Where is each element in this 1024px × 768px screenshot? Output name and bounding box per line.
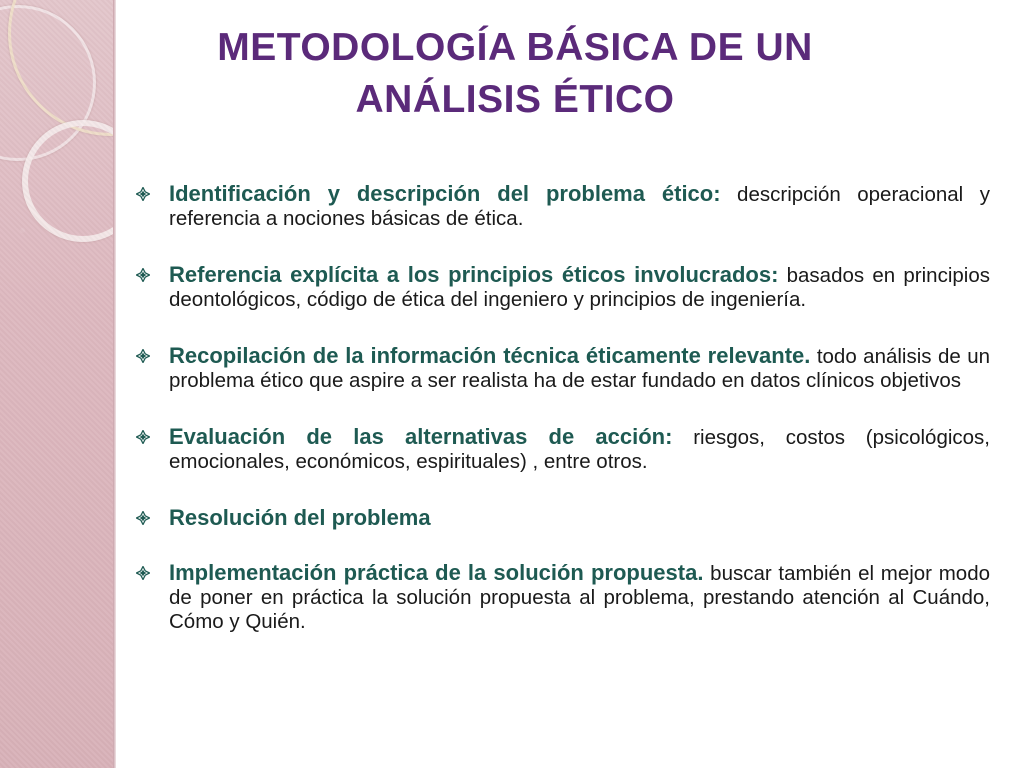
bullet-item [130,561,990,634]
decorative-ring [22,120,113,242]
bullet-list [130,182,990,634]
decorative-sidebar [0,0,113,768]
diamond-bullet-icon [136,187,150,201]
diamond-bullet-icon [136,566,150,580]
diamond-bullet-icon [136,430,150,444]
decorative-ring [0,5,96,161]
diamond-bullet-icon [136,268,150,282]
bullet-lead: Identificación y descripción del problema ético: [169,181,721,206]
bullet-item [130,425,990,474]
bullet-lead: Implementación práctica de la solución propuesta. [169,560,704,585]
bullet-text: todo análisis de un problema ético que aspire a ser realista ha de estar fundado en datos clínicos objetivos [169,345,990,392]
bullet-text: buscar también el mejor modo de poner en práctica la solución propuesta al problema, prestando atención al Cuándo, Cómo y Quién. [169,562,991,633]
diamond-bullet-icon [136,349,150,363]
diamond-bullet-icon [136,511,150,525]
bullet-lead: Recopilación de la información técnica éticamente relevante. [169,343,811,368]
slide-title [120,22,910,126]
decorative-ring [8,0,113,136]
bullet-item [130,182,990,231]
bullet-lead: Evaluación de las alternativas de acción: [169,424,673,449]
bullet-text: riesgos, costos (psicológicos, emocionales, económicos, espirituales) , entre otros. [169,426,990,473]
bullet-item [130,344,990,393]
bullet-lead: Referencia explícita a los principios éticos involucrados: [169,262,779,287]
sidebar-edge [113,0,116,768]
bullet-item [130,263,990,312]
bullet-text: basados en principios deontológicos, código de ética del ingeniero y principios de ingeniería. [169,264,990,311]
bullet-item [130,506,990,531]
bullet-lead: Resolución del problema [169,505,431,530]
bullet-text: descripción operacional y referencia a nociones básicas de ética. [169,183,990,230]
title-line-2: ANÁLISIS ÉTICO [355,78,675,121]
title-line-1: METODOLOGÍA BÁSICA DE UN [217,26,813,69]
